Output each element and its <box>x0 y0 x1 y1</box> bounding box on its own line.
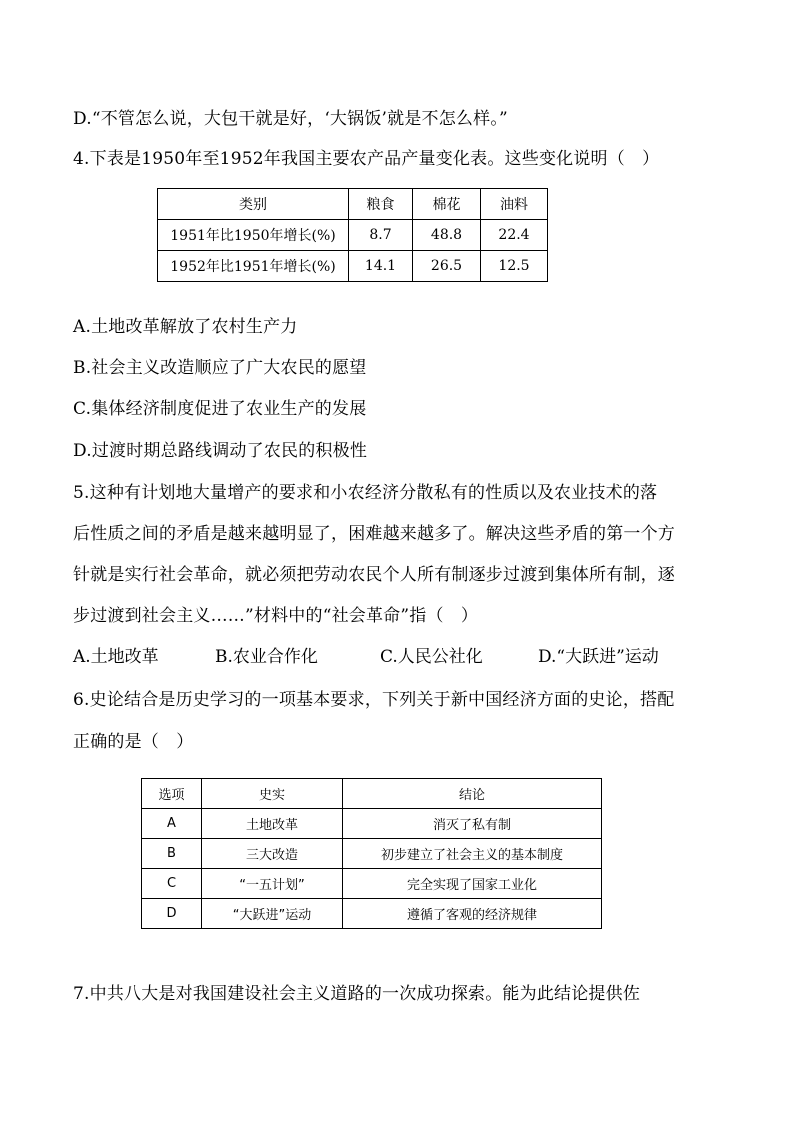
table-header-cell: 结论 <box>343 779 602 809</box>
question-5-stem-line-4: 步过渡到社会主义……”材料中的“社会革命”指（ ） <box>73 606 479 626</box>
question-4-option-b: B.社会主义改造顺应了广大农民的愿望 <box>73 358 367 378</box>
table-cell: 土地改革 <box>202 809 343 839</box>
table-cell: B <box>142 839 202 869</box>
table-header-cell: 史实 <box>202 779 343 809</box>
table-header-cell: 选项 <box>142 779 202 809</box>
table-row <box>158 220 548 251</box>
question-5-stem-line-2: 后性质之间的矛盾是越来越明显了，困难越来越多了。解决这些矛盾的第一个方 <box>73 524 675 544</box>
table-cell: “大跃进”运动 <box>202 899 343 929</box>
table-cell: C <box>142 869 202 899</box>
question-5-stem-line-3: 针就是实行社会革命，就必须把劳动农民个人所有制逐步过渡到集体所有制，逐 <box>73 565 675 585</box>
table-header-cell: 类别 <box>158 189 349 220</box>
question-6-stem-line-2: 正确的是（ ） <box>73 732 194 752</box>
table-row <box>142 899 602 929</box>
table-cell: 三大改造 <box>202 839 343 869</box>
table-header-row <box>142 779 602 809</box>
table-cell: 8.7 <box>349 220 413 251</box>
question-4-stem: 4.下表是1950年至1952年我国主要农产品产量变化表。这些变化说明（ ） <box>73 149 660 169</box>
question-3-option-d: D.“不管怎么说，大包干就是好，‘大锅饭’就是不怎么样。” <box>73 109 508 129</box>
table-row <box>142 869 602 899</box>
history-matching-table <box>141 778 602 929</box>
table-row <box>142 809 602 839</box>
table-header-cell: 粮食 <box>349 189 413 220</box>
table-row <box>158 251 548 282</box>
table-cell: D <box>142 899 202 929</box>
table-row <box>142 839 602 869</box>
production-change-table <box>157 188 548 282</box>
table-cell: 14.1 <box>349 251 413 282</box>
question-5-option-b: B.农业合作化 <box>215 647 318 667</box>
question-4-option-a: A.土地改革解放了农村生产力 <box>73 317 298 337</box>
question-4-option-c: C.集体经济制度促进了农业生产的发展 <box>73 399 367 419</box>
question-5-option-c: C.人民公社化 <box>380 647 483 667</box>
question-6-stem-line-1: 6.史论结合是历史学习的一项基本要求，下列关于新中国经济方面的史论，搭配 <box>73 690 675 710</box>
table-header-cell: 油料 <box>481 189 548 220</box>
table-cell: “一五计划” <box>202 869 343 899</box>
table-header-row <box>158 189 548 220</box>
table-cell: 遵循了客观的经济规律 <box>343 899 602 929</box>
question-5-option-d: D.“大跃进”运动 <box>538 647 659 667</box>
table-cell: 消灭了私有制 <box>343 809 602 839</box>
table-cell: 初步建立了社会主义的基本制度 <box>343 839 602 869</box>
table-cell: A <box>142 809 202 839</box>
question-5-option-a: A.土地改革 <box>73 647 159 667</box>
table-cell: 1952年比1951年增长(%) <box>158 251 349 282</box>
table-cell: 26.5 <box>413 251 481 282</box>
table-cell: 12.5 <box>481 251 548 282</box>
question-7-stem-line-1: 7.中共八大是对我国建设社会主义道路的一次成功探索。能为此结论提供佐 <box>73 984 641 1004</box>
question-4-option-d: D.过渡时期总路线调动了农民的积极性 <box>73 441 368 461</box>
table-cell: 完全实现了国家工业化 <box>343 869 602 899</box>
table-cell: 1951年比1950年增长(%) <box>158 220 349 251</box>
table-cell: 22.4 <box>481 220 548 251</box>
table-header-cell: 棉花 <box>413 189 481 220</box>
question-5-stem-line-1: 5.这种有计划地大量增产的要求和小农经济分散私有的性质以及农业技术的落 <box>73 483 658 503</box>
table-cell: 48.8 <box>413 220 481 251</box>
